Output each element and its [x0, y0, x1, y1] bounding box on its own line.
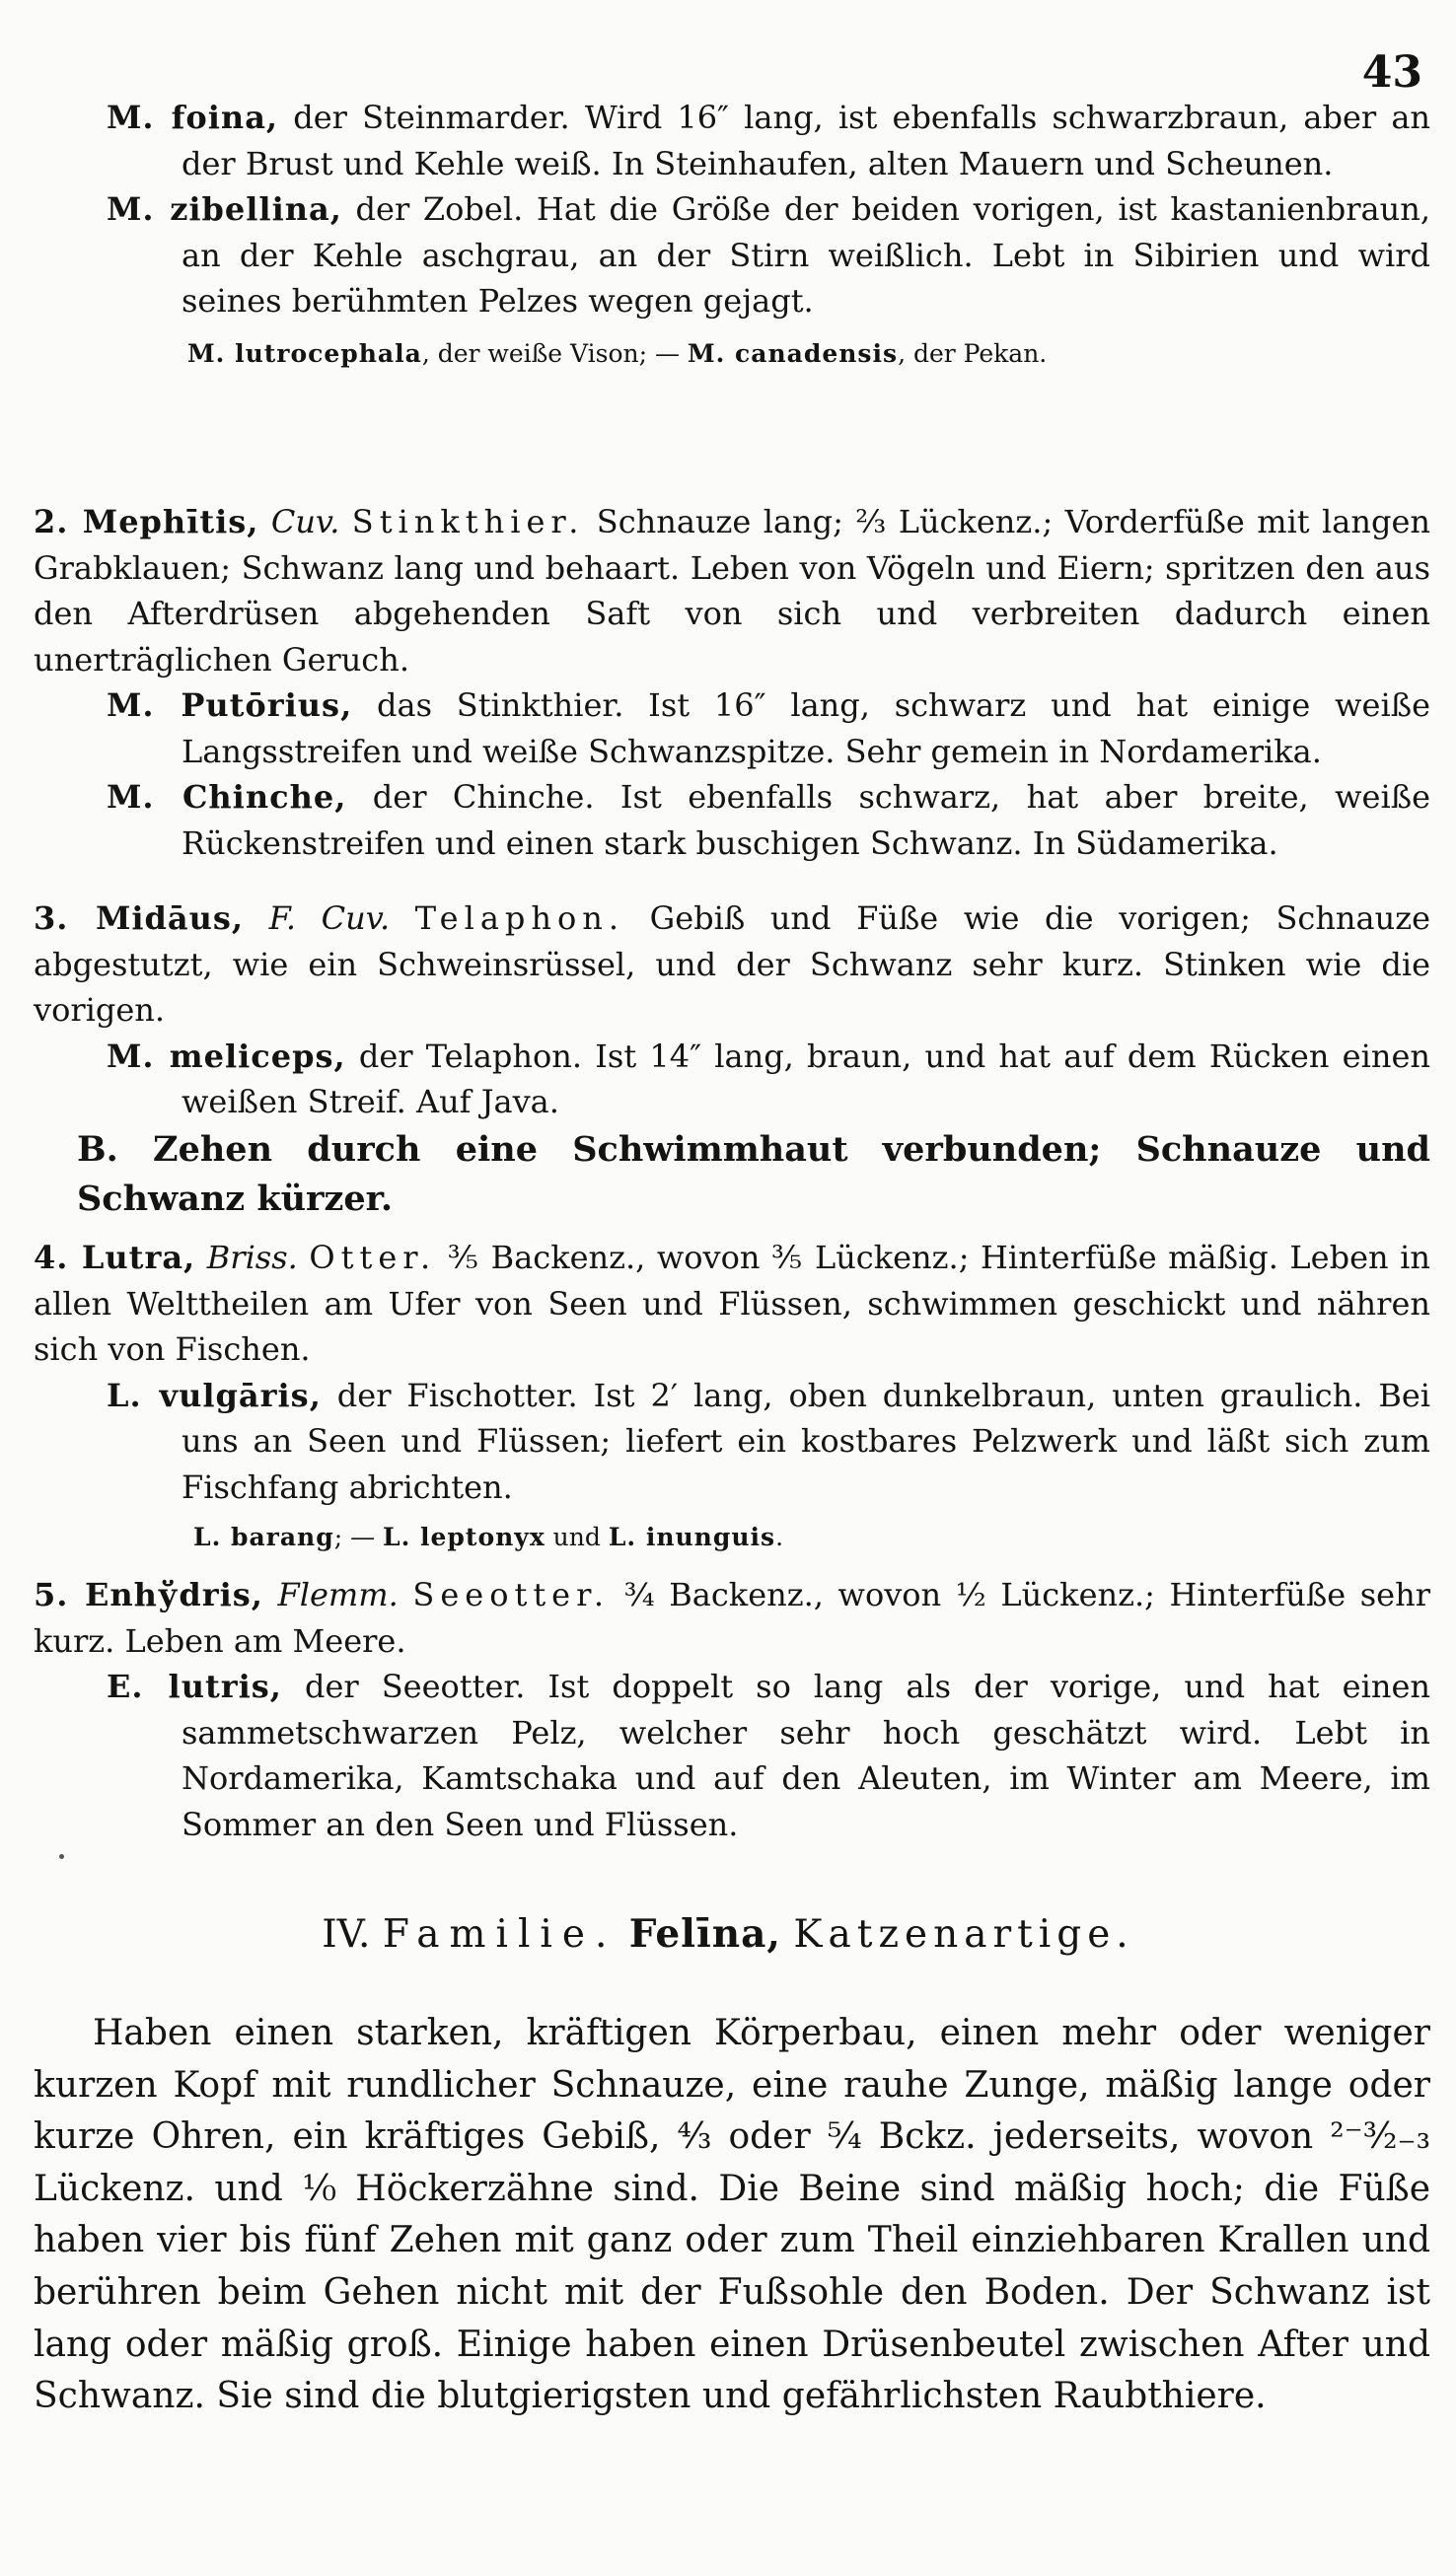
genus-mephitis: 2. Mephītis, Cuv. Stinkthier. Schnauze lang; ⅔ Lückenz.; Vorderfüße mit langen Grabklauen; Schwanz lang und behaart. Leben von Vögeln und Eiern; spritzen den aus den Afterdrüsen abgehenden Saft von sich und verbreiten dadurch einen unerträglichen Geruch. [34, 503, 1430, 679]
species-putorius: M. Putōrius, das Stinkthier. Ist 16″ lang, schwarz und hat einige weiße Langsstreifen und weiße Schwanzspitze. Sehr gemein in Nordamerika. [107, 686, 1431, 770]
genus-mephitis-block [34, 499, 1430, 866]
species-foina: M. foina, der Steinmarder. Wird 16″ lang, ist ebenfalls schwarzbraun, aber an der Brust und Kehle weiß. In Steinhaufen, alten Mauern und Scheunen. [107, 99, 1431, 182]
note-lutra: L. barang; — L. leptonyx und L. inunguis. [193, 1523, 784, 1551]
genus-midaus-block [34, 895, 1430, 1224]
section-b-heading: B. Zehen durch eine Schwimmhaut verbunden; Schnauze und Schwanz kürzer. [77, 1128, 1430, 1219]
species-chinche: M. Chinche, der Chinche. Ist ebenfalls schwarz, hat aber breite, weiße Rückenstreifen und einen stark buschigen Schwanz. In Südamerika. [107, 778, 1431, 862]
species-vulgaris: L. vulgāris, der Fischotter. Ist 2′ lang, oben dunkelbraun, unten graulich. Bei uns an Seen und Flüssen; liefert ein kostbares Pelzwerk und läßt sich zum Fischfang abrichten. [107, 1376, 1431, 1506]
genus-lutra-block [34, 1235, 1430, 1557]
species-lutris: E. lutris, der Seeotter. Ist doppelt so lang als der vorige, und hat einen sammetschwarzen Pelz, welcher sehr hoch geschätzt wird. Lebt in Nordamerika, Kamtschaka und auf den Aleuten, im Winter am Meere, im Sommer an den Seen und Flüssen. [107, 1668, 1431, 1843]
top-species-block [34, 95, 1430, 374]
genus-enhydris: 5. Enhўdris, Flemm. Seeotter. ¾ Backenz., wovon ½ Lückenz.; Hinterfüße sehr kurz. Leben am Meere. [34, 1576, 1431, 1660]
family-heading: IV. Familie. Felīna, Katzenartige. [322, 1911, 1134, 1957]
page-number: 43 [1361, 47, 1422, 98]
family-description: Haben einen starken, kräftigen Körperbau, einen mehr oder weniger kurzen Kopf mit rundlicher Schnauze, eine rauhe Zunge, mäßig lange oder kurze Ohren, ein kräftiges Gebiß, ⁴⁄₃ oder ⁵⁄₄ Bckz. jederseits, wovon ²⁻³⁄₂₋₃ Lückenz. und ¹⁄₀ Höckerzähne sind. Die Beine sind mäßig hoch; die Füße haben vier bis fünf Zehen mit ganz oder zum Theil einziehbaren Krallen und berühren beim Gehen nicht mit der Fußsohle den Boden. Der Schwanz ist lang oder mäßig groß. Einige haben einen Drüsenbeutel zwischen After und Schwanz. Sie sind die blutgierigsten und gefährlichsten Raubthiere. [34, 2013, 1430, 2417]
species-zibellina: M. zibellina, der Zobel. Hat die Größe der beiden vorigen, ist kastanienbraun, an der Kehle aschgrau, an der Stirn weißlich. Lebt in Sibirien und wird seines berühmten Pelzes wegen gejagt. [107, 190, 1431, 320]
note-martes: M. lutrocephala, der weiße Vison; — M. canadensis, der Pekan. [187, 338, 1048, 368]
species-meliceps: M. meliceps, der Telaphon. Ist 14″ lang, braun, und hat auf dem Rücken einen weißen Streif. Auf Java. [107, 1037, 1431, 1120]
genus-midaus: 3. Midāus, F. Cuv. Telaphon. Gebiß und Füße wie die vorigen; Schnauze abgestutzt, wie ein Schweinsrüssel, und der Schwanz sehr kurz. Stinken wie die vorigen. [34, 899, 1431, 1029]
genus-lutra: 4. Lutra, Briss. Otter. ⅗ Backenz., wovon ⅗ Lückenz.; Hinterfüße mäßig. Leben in allen Welttheilen am Ufer von Seen und Flüssen, schwimmen geschickt und nähren sich von Fischen. [34, 1239, 1431, 1368]
genus-enhydris-block [34, 1572, 1430, 1847]
ink-speck [59, 1854, 64, 1859]
